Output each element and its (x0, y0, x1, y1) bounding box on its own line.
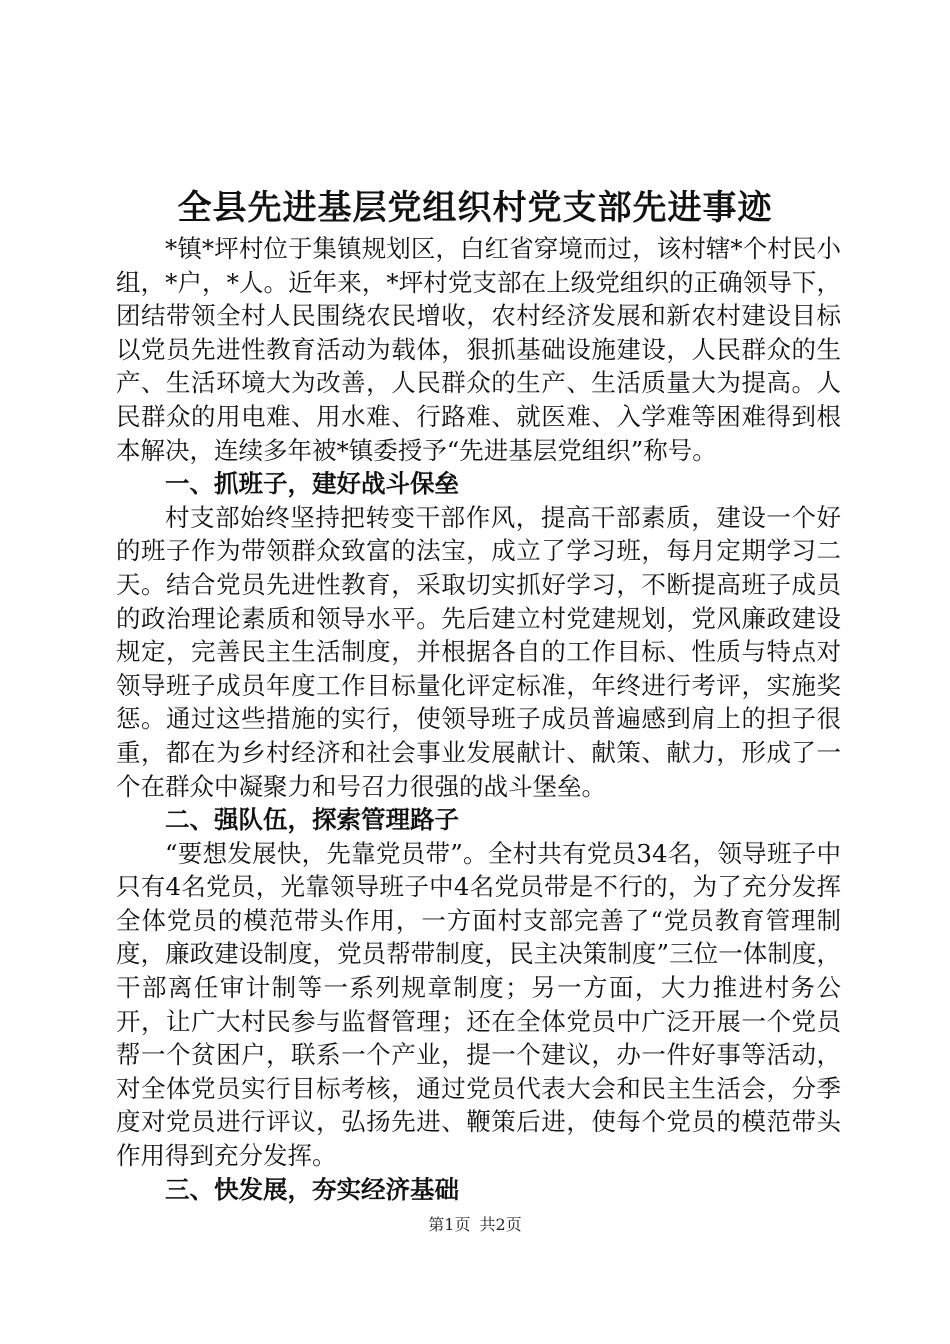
section-paragraph-1: 村支部始终坚持把转变干部作风，提高干部素质，建设一个好的班子作为带领群众致富的法宝，成立了学习班，每月定期学习二天。结合党员先进性教育，采取切实抓好学习，不断提高班子成员的政治理论素质和领导水平。先后建立村党建规划，党风廉政建设规定，完善民主生活制度，并根据各自的工作目标、性质与特点对领导班子成员年度工作目标量化评定标准，年终进行考评，实施奖惩。通过这些措施的实行，使领导班子成员普遍感到肩上的担子很重，都在为乡村经济和社会事业发展献计、献策、献力，形成了一个在群众中凝聚力和号召力很强的战斗堡垒。 (116, 502, 841, 801)
section-heading-1: 一、抓班子，建好战斗保垒 (165, 469, 459, 499)
page-total: 共2页 (479, 1215, 522, 1234)
section-paragraph-2: “要想发展快，先靠党员带”。全村共有党员34名，领导班子中只有4名党员，光靠领导班子中4名党员带是不行的，为了充分发挥全体党员的模范带头作用，一方面村支部完善了“党员教育管理制度，廉政建设制度，党员帮带制度，民主决策制度”三位一体制度，干部离任审计制等一系列规章制度；另一方面，大力推进村务公开，让广大村民参与监督管理；还在全体党员中广泛开展一个党员帮一个贫困户，联系一个产业，提一个建议，办一件好事等活动，对全体党员实行目标考核，通过党员代表大会和民主生活会，分季度对党员进行评议，弘扬先进、鞭策后进，使每个党员的模范带头作用得到充分发挥。 (116, 838, 841, 1171)
section-heading-3: 三、快发展，夯实经济基础 (165, 1174, 459, 1204)
section-heading-2: 二、强队伍，探索管理路子 (165, 805, 459, 835)
document-body (116, 232, 841, 1206)
document-title: 全县先进基层党组织村党支部先进事迹 (177, 188, 773, 228)
page-number: 第1页 (428, 1215, 471, 1234)
page-footer (0, 1214, 950, 1236)
intro-paragraph: *镇*坪村位于集镇规划区，白红省穿境而过，该村辖*个村民小组，*户，*人。近年来，*坪村党支部在上级党组织的正确领导下，团结带领全村人民围绕农民增收，农村经济发展和新农村建设目标以党员先进性教育活动为载体，狠抓基础设施建设，人民群众的生产、生活环境大为改善，人民群众的生产、生活质量大为提高。人民群众的用电难、用水难、行路难、就医难、入学难等困难得到根本解决，连续多年被*镇委授予“先进基层党组织”称号。 (116, 234, 841, 465)
